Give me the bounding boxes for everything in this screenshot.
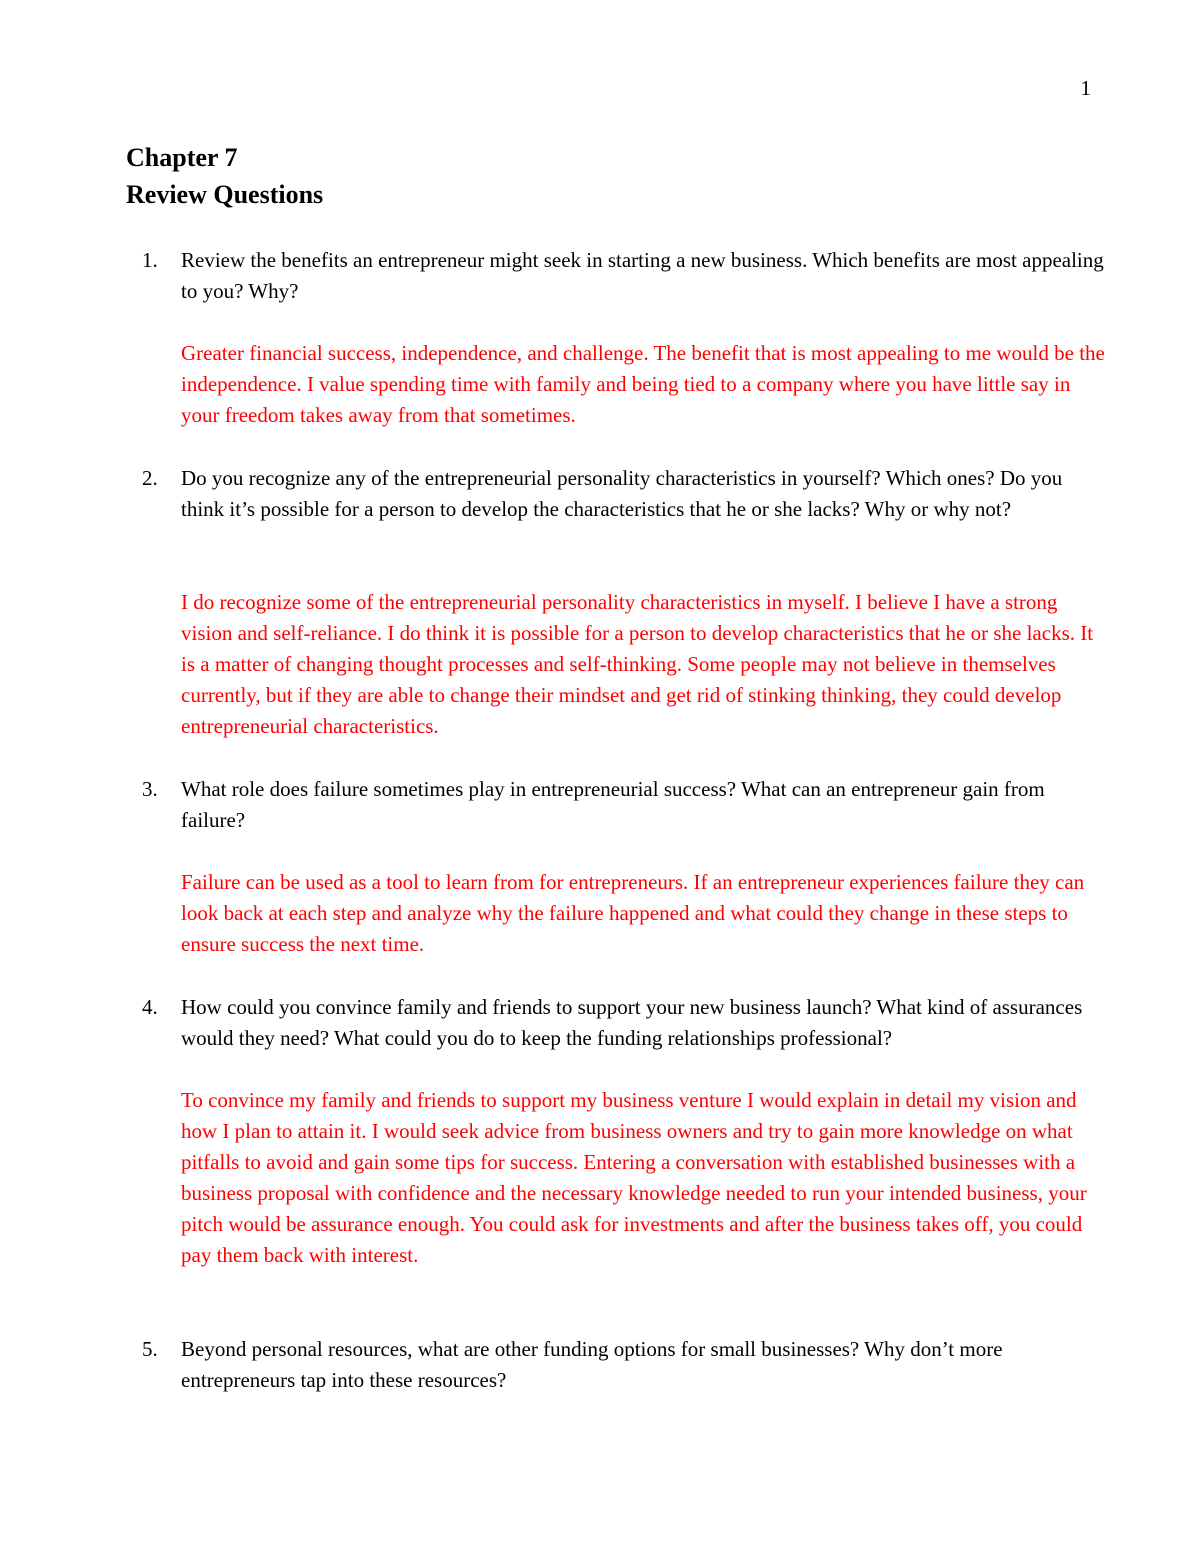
page-number: 1: [1080, 76, 1091, 100]
question-2-text: Do you recognize any of the entrepreneurial personality characteristics in yourself? Which ones? Do you think it’s possible for a person to develop the characteristics that he or she lacks? Why or why not?: [181, 466, 1063, 521]
question-4-number: 4.: [142, 995, 158, 1019]
question-5-text: Beyond personal resources, what are other funding options for small businesses? Why don’t more entrepreneurs tap into these resources?: [181, 1337, 1003, 1392]
question-3-number: 3.: [142, 777, 158, 801]
answer-1-text: Greater financial success, independence, and challenge. The benefit that is most appealing to me would be the independence. I value spending time with family and being tied to a company where you have little say in your freedom takes away from that sometimes.: [181, 341, 1105, 427]
chapter-title: Chapter 7: [126, 143, 238, 172]
answer-4-text: To convince my family and friends to support my business venture I would explain in detail my vision and how I plan to attain it. I would seek advice from business owners and try to gain more knowledge on what pitfalls to avoid and gain some tips for success. Entering a conversation with established businesses with a business proposal with confidence and the necessary knowledge needed to run your intended business, your pitch would be assurance enough. You could ask for investments and after the business takes off, you could pay them back with interest.: [181, 1088, 1087, 1267]
question-1-number: 1.: [142, 248, 158, 272]
section-title: Review Questions: [126, 180, 324, 209]
answer-2-text: I do recognize some of the entrepreneurial personality characteristics in myself. I believe I have a strong vision and self-reliance. I do think it is possible for a person to develop characteristics that he or she lacks. It is a matter of changing thought processes and self-thinking. Some people may not believe in themselves currently, but if they are able to change their mindset and get rid of stinking thinking, they could develop entrepreneurial characteristics.: [181, 590, 1094, 738]
answer-3-text: Failure can be used as a tool to learn from for entrepreneurs. If an entrepreneur experiences failure they can look back at each step and analyze why the failure happened and what could they change in these steps to ensure success the next time.: [181, 870, 1085, 956]
question-5-number: 5.: [142, 1337, 158, 1361]
question-1-text: Review the benefits an entrepreneur might seek in starting a new business. Which benefits are most appealing to you? Why?: [181, 248, 1104, 303]
question-3-text: What role does failure sometimes play in entrepreneurial success? What can an entrepreneur gain from failure?: [181, 777, 1045, 832]
question-2-number: 2.: [142, 466, 158, 490]
question-4-text: How could you convince family and friends to support your new business launch? What kind of assurances would they need? What could you do to keep the funding relationships professional?: [181, 995, 1083, 1050]
